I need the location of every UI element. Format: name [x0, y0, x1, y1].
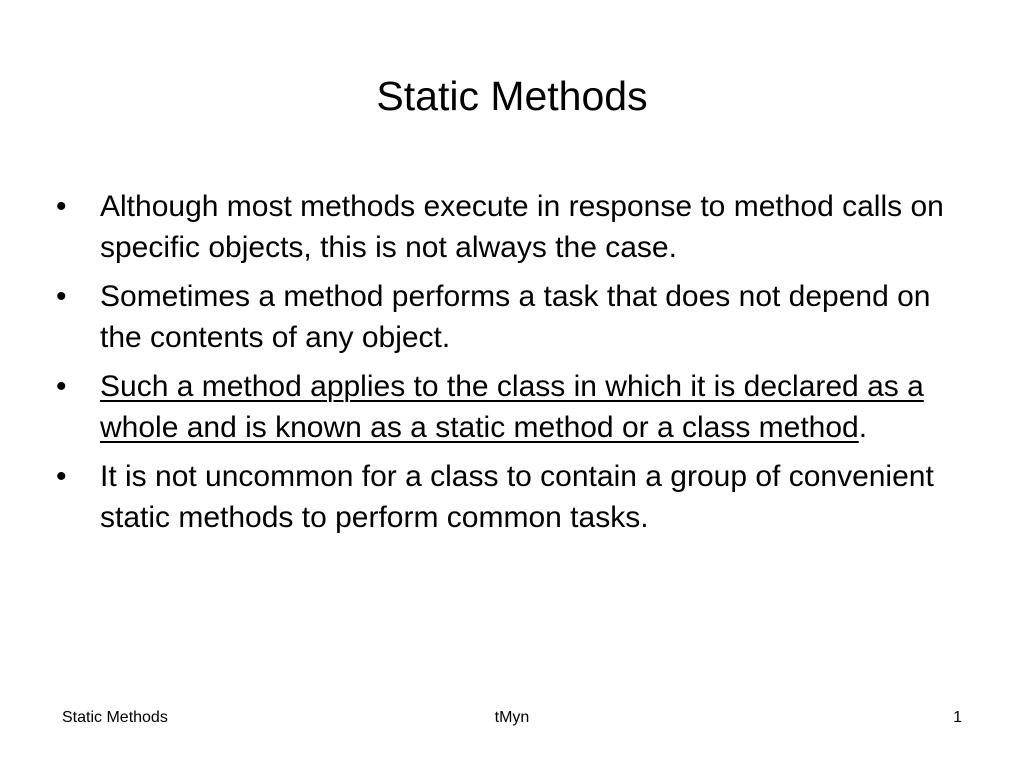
bullet-marker: • [56, 280, 67, 313]
bullet-suffix: . [858, 411, 868, 444]
bullet-marker: • [56, 460, 67, 493]
slide-title: Static Methods [376, 73, 648, 119]
footer-author: tMyn [494, 709, 530, 726]
bullet-item [56, 456, 956, 538]
bullet-text: Although most methods execute in response to method calls on specific objects, this is not always the case. [100, 190, 944, 264]
bullet-item [56, 276, 956, 358]
footer-title: Static Methods [62, 709, 168, 726]
bullet-text: It is not uncommon for a class to contain a group of convenient static methods to perform common tasks. [100, 460, 934, 534]
bullet-item [56, 186, 956, 268]
bullet-marker: • [56, 370, 67, 403]
bullet-underlined-text: Such a method applies to the class in which it is declared as a whole and is known as a static method or a class method [100, 370, 924, 444]
footer-page-number: 1 [953, 709, 962, 726]
bullet-item [56, 366, 956, 448]
bullet-list [56, 186, 956, 546]
bullet-text: Sometimes a method performs a task that does not depend on the contents of any object. [100, 280, 931, 354]
bullet-marker: • [56, 190, 67, 223]
